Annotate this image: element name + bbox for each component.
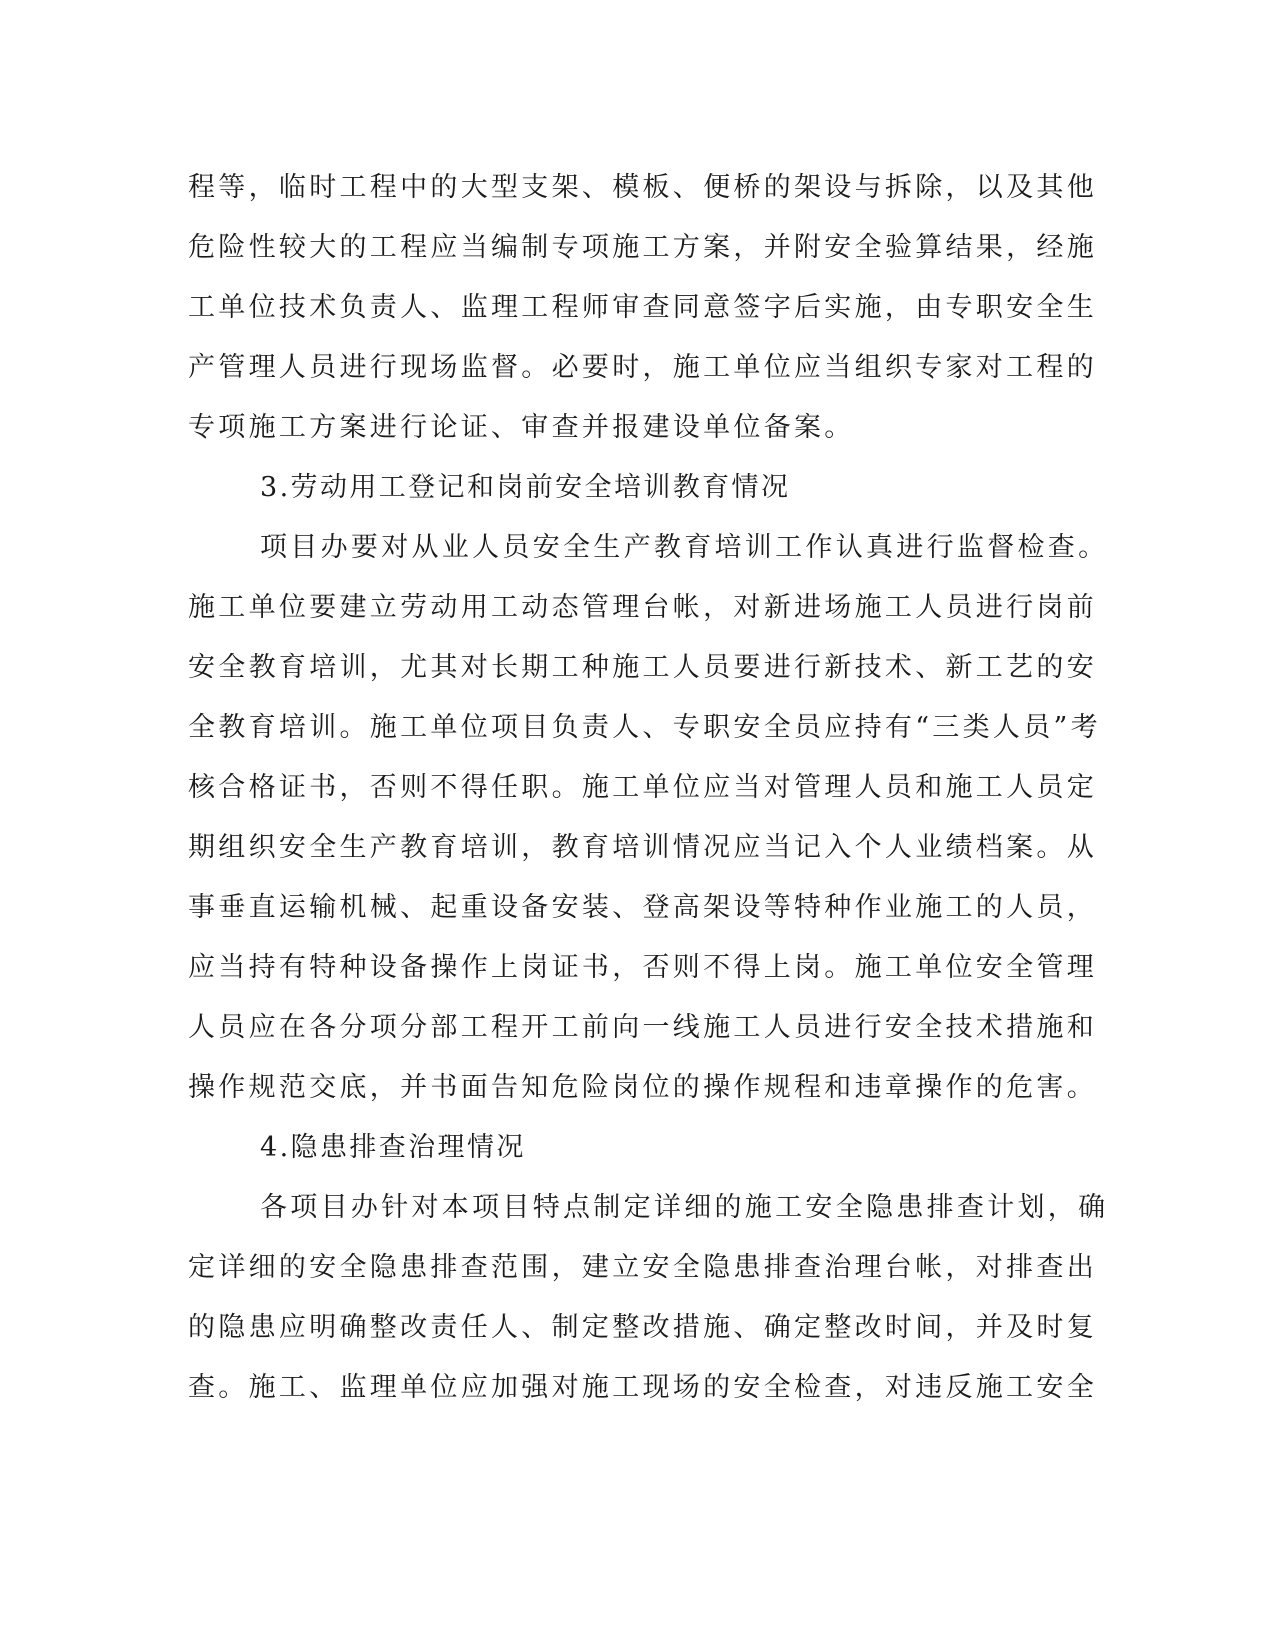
- text-line: 定详细的安全隐患排查范围，建立安全隐患排查治理台帐，对排查出: [188, 1252, 1097, 1283]
- text-line: 人员应在各分项分部工程开工前向一线施工人员进行安全技术措施和: [188, 1012, 1097, 1043]
- text-line: 工单位技术负责人、监理工程师审查同意签字后实施，由专职安全生: [188, 292, 1097, 323]
- text-line: 各项目办针对本项目特点制定详细的施工安全隐患排查计划，确: [260, 1192, 1109, 1223]
- paragraph-hazard-inspection: [188, 1178, 1109, 1418]
- text-line: 施工单位要建立劳动用工动态管理台帐，对新进场施工人员进行岗前: [188, 592, 1097, 623]
- text-line: 专项施工方案进行论证、审查并报建设单位备案。: [188, 412, 855, 443]
- paragraph-labor-training: [188, 518, 1109, 1118]
- text-line: 核合格证书，否则不得任职。施工单位应当对管理人员和施工人员定: [188, 772, 1097, 803]
- text-line: 事垂直运输机械、起重设备安装、登高架设等特种作业施工的人员，: [188, 892, 1097, 923]
- document-body: [188, 158, 1109, 1418]
- paragraph-special-construction-plan: [188, 158, 1097, 458]
- text-line: 应当持有特种设备操作上岗证书，否则不得上岗。施工单位安全管理: [188, 952, 1097, 983]
- text-line: 全教育培训。施工单位项目负责人、专职安全员应持有“三类人员”考: [188, 712, 1101, 743]
- text-line: 危险性较大的工程应当编制专项施工方案，并附安全验算结果，经施: [188, 232, 1097, 263]
- section-heading-3: 3.劳动用工登记和岗前安全培训教育情况: [260, 472, 791, 503]
- text-line: 期组织安全生产教育培训，教育培训情况应当记入个人业绩档案。从: [188, 832, 1097, 863]
- text-line: 查。施工、监理单位应加强对施工现场的安全检查，对违反施工安全: [188, 1372, 1097, 1403]
- section-heading-4: 4.隐患排查治理情况: [260, 1132, 526, 1163]
- text-line: 操作规范交底，并书面告知危险岗位的操作规程和违章操作的危害。: [188, 1072, 1097, 1103]
- text-line: 安全教育培训，尤其对长期工种施工人员要进行新技术、新工艺的安: [188, 652, 1097, 683]
- text-line: 的隐患应明确整改责任人、制定整改措施、确定整改时间，并及时复: [188, 1312, 1097, 1343]
- text-line: 项目办要对从业人员安全生产教育培训工作认真进行监督检查。: [260, 532, 1109, 563]
- text-line: 程等，临时工程中的大型支架、模板、便桥的架设与拆除，以及其他: [188, 172, 1097, 203]
- text-line: 产管理人员进行现场监督。必要时，施工单位应当组织专家对工程的: [188, 352, 1097, 383]
